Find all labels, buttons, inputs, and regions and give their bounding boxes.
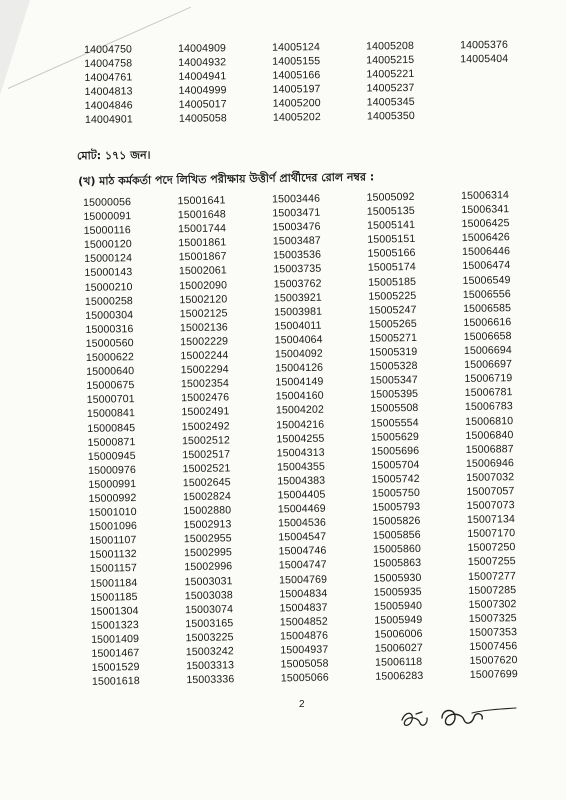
roll-number: 15002354 bbox=[180, 377, 230, 391]
roll-number: 15000210 bbox=[84, 280, 133, 294]
roll-number: 15003735 bbox=[273, 263, 322, 276]
roll-number: 15001648 bbox=[177, 208, 226, 222]
roll-number: 14005017 bbox=[178, 98, 227, 112]
roll-number: 15002125 bbox=[179, 307, 228, 320]
roll-number: 14005166 bbox=[272, 69, 321, 82]
roll-number: 15001867 bbox=[178, 250, 227, 264]
roll-number: 14005202 bbox=[272, 111, 321, 125]
roll-number: 15000120 bbox=[83, 238, 132, 252]
roll-number: 14005200 bbox=[272, 97, 321, 111]
roll-number: 14005208 bbox=[365, 39, 415, 53]
roll-number: 15002492 bbox=[181, 419, 230, 433]
roll-number: 15004469 bbox=[277, 502, 326, 516]
roll-number: 15001157 bbox=[89, 562, 138, 576]
roll-column-3 bbox=[272, 191, 376, 686]
roll-number: 15004383 bbox=[277, 474, 326, 488]
previous-roll-column-4 bbox=[366, 38, 461, 124]
roll-number: 15001323 bbox=[90, 618, 139, 632]
roll-number: 15004355 bbox=[276, 460, 326, 474]
roll-number: 15004852 bbox=[279, 615, 328, 629]
roll-number: 15007277 bbox=[467, 569, 517, 583]
roll-number: 15003536 bbox=[273, 249, 322, 262]
roll-number: 15003487 bbox=[272, 234, 321, 248]
roll-number: 15001409 bbox=[91, 632, 140, 646]
roll-number: 15006658 bbox=[463, 330, 512, 343]
roll-column-1 bbox=[83, 194, 187, 689]
roll-number: 15006946 bbox=[465, 456, 515, 470]
roll-number: 15004160 bbox=[275, 389, 324, 403]
roll-number: 15005174 bbox=[367, 261, 416, 275]
roll-number: 15000945 bbox=[87, 449, 136, 463]
roll-number: 15006027 bbox=[374, 641, 423, 655]
roll-number: 15005151 bbox=[367, 233, 416, 247]
roll-number: 15007032 bbox=[466, 471, 515, 484]
roll-number: 15005508 bbox=[370, 402, 419, 416]
roll-number: 15000992 bbox=[88, 492, 137, 505]
roll-number: 15006840 bbox=[465, 428, 514, 442]
roll-number: 15005826 bbox=[372, 515, 421, 528]
roll-number: 15005949 bbox=[374, 613, 423, 627]
roll-number: 14004758 bbox=[84, 57, 133, 71]
roll-number: 15004405 bbox=[277, 488, 326, 502]
roll-number: 15004255 bbox=[276, 432, 325, 446]
roll-number: 15000304 bbox=[85, 308, 134, 322]
roll-number: 15006426 bbox=[461, 231, 510, 245]
roll-number: 15005141 bbox=[366, 219, 416, 232]
roll-number: 15006474 bbox=[462, 259, 511, 273]
roll-number: 15003242 bbox=[185, 645, 234, 659]
roll-number: 15004202 bbox=[275, 404, 325, 417]
roll-number: 15005940 bbox=[373, 599, 423, 613]
roll-number: 15001641 bbox=[177, 194, 226, 208]
roll-number: 14004813 bbox=[84, 85, 133, 99]
roll-number: 15004769 bbox=[278, 573, 328, 587]
roll-number: 15002120 bbox=[179, 293, 228, 306]
roll-number: 14005155 bbox=[272, 55, 321, 68]
roll-number: 15001861 bbox=[178, 236, 227, 250]
roll-number: 15002294 bbox=[180, 363, 229, 377]
roll-number: 15006616 bbox=[463, 316, 512, 329]
roll-number: 15002136 bbox=[179, 321, 228, 335]
roll-number: 15002090 bbox=[179, 278, 228, 292]
roll-number: 15002512 bbox=[181, 433, 231, 447]
roll-number: 15002476 bbox=[181, 391, 230, 405]
roll-number: 15003471 bbox=[272, 206, 321, 220]
roll-number: 15007302 bbox=[468, 597, 517, 611]
roll-number: 15004126 bbox=[275, 361, 324, 375]
roll-number: 15005696 bbox=[371, 444, 420, 458]
roll-number: 15005225 bbox=[368, 289, 417, 303]
roll-number: 15003225 bbox=[185, 631, 234, 645]
roll-number: 15000701 bbox=[86, 393, 135, 407]
roll-number: 15006314 bbox=[460, 189, 510, 203]
roll-number: 15004834 bbox=[279, 587, 328, 601]
roll-number: 15000116 bbox=[83, 224, 131, 238]
roll-number: 15005554 bbox=[370, 416, 419, 430]
roll-number: 15005058 bbox=[280, 657, 329, 671]
roll-number: 15005856 bbox=[372, 529, 421, 542]
roll-number: 15004746 bbox=[278, 544, 327, 558]
roll-column-4 bbox=[366, 189, 470, 684]
roll-number: 15002995 bbox=[183, 546, 233, 560]
roll-number: 15004837 bbox=[279, 601, 328, 615]
roll-number: 14004999 bbox=[178, 84, 227, 98]
roll-number: 15004011 bbox=[274, 319, 322, 333]
roll-number: 15002824 bbox=[182, 490, 232, 504]
roll-number: 15000124 bbox=[84, 252, 133, 266]
roll-number: 15000056 bbox=[83, 196, 132, 209]
roll-number: 15001618 bbox=[91, 675, 140, 689]
roll-number: 15005247 bbox=[368, 303, 417, 317]
signature-mark bbox=[398, 700, 518, 734]
roll-number: 15001184 bbox=[89, 576, 138, 590]
roll-number: 15000871 bbox=[87, 435, 136, 449]
roll-number: 14004761 bbox=[84, 71, 133, 85]
previous-roll-list bbox=[84, 37, 555, 127]
roll-number: 15006341 bbox=[461, 203, 510, 217]
roll-number: 15005166 bbox=[367, 247, 416, 261]
roll-number: 15003446 bbox=[271, 192, 321, 206]
roll-number: 15000841 bbox=[86, 407, 136, 421]
roll-number: 15007134 bbox=[466, 513, 516, 527]
roll-number: 14004909 bbox=[178, 42, 227, 55]
roll-number: 15004064 bbox=[274, 333, 323, 347]
roll-number: 15006006 bbox=[374, 627, 423, 641]
roll-number: 15004937 bbox=[280, 643, 329, 657]
roll-number: 15006719 bbox=[464, 372, 513, 386]
roll-number: 15003165 bbox=[185, 617, 234, 631]
roll-number: 15005328 bbox=[369, 360, 418, 373]
roll-number: 15000258 bbox=[84, 294, 133, 308]
roll-number: 14004901 bbox=[84, 113, 133, 127]
roll-number: 15001185 bbox=[90, 590, 138, 604]
roll-number: 15001529 bbox=[91, 661, 140, 675]
roll-number: 15000675 bbox=[86, 379, 135, 393]
roll-number: 15004092 bbox=[274, 347, 323, 361]
roll-number: 15003762 bbox=[273, 277, 322, 291]
roll-number: 15003031 bbox=[184, 574, 233, 588]
roll-number: 15003336 bbox=[186, 673, 235, 687]
roll-number: 15007699 bbox=[469, 668, 518, 682]
roll-number: 14005404 bbox=[460, 52, 509, 66]
roll-number: 15004547 bbox=[278, 530, 327, 544]
roll-number: 15006781 bbox=[464, 386, 513, 400]
roll-number: 15003476 bbox=[272, 220, 321, 234]
previous-roll-column-3 bbox=[272, 40, 367, 126]
roll-number: 15007255 bbox=[467, 555, 516, 569]
roll-number: 15005930 bbox=[373, 571, 422, 585]
roll-number: 15007620 bbox=[469, 654, 518, 668]
roll-number: 15005935 bbox=[373, 585, 422, 599]
roll-number: 15001467 bbox=[91, 647, 140, 660]
total-count: মোট: ১৭১ জন। bbox=[76, 148, 151, 163]
roll-number: 15002061 bbox=[178, 264, 227, 278]
roll-number: 15005629 bbox=[370, 430, 420, 444]
roll-number: 14004941 bbox=[178, 70, 227, 84]
roll-number: 15007250 bbox=[467, 541, 516, 555]
roll-number: 15004536 bbox=[277, 516, 327, 530]
roll-number: 15004747 bbox=[278, 559, 327, 572]
roll-number: 15001304 bbox=[90, 604, 139, 618]
roll-number: 15005742 bbox=[371, 472, 420, 486]
roll-number: 15000091 bbox=[83, 210, 132, 224]
roll-number: 15005271 bbox=[369, 331, 418, 345]
roll-number: 15007170 bbox=[467, 527, 516, 541]
roll-number: 15006694 bbox=[463, 344, 512, 358]
roll-number: 15006425 bbox=[461, 217, 510, 231]
roll-number: 14005345 bbox=[366, 96, 415, 109]
roll-number: 15002244 bbox=[180, 349, 229, 363]
section-heading: (খ) মাঠ কর্মকর্তা পদে লিখিত পরীক্ষায় উত্তীর্ণ প্রার্থীদের রোল নম্বর : bbox=[78, 170, 375, 188]
roll-number: 15003921 bbox=[273, 291, 322, 305]
roll-number: 15002996 bbox=[184, 560, 233, 574]
roll-number: 15002491 bbox=[181, 405, 230, 419]
roll-number: 15000316 bbox=[85, 322, 134, 336]
previous-roll-column-5 bbox=[460, 37, 555, 123]
roll-number: 14005221 bbox=[366, 68, 415, 81]
roll-number: 15005066 bbox=[280, 671, 329, 685]
roll-number: 15001096 bbox=[88, 520, 138, 534]
roll-number: 15006283 bbox=[375, 670, 424, 683]
roll-number: 15005860 bbox=[372, 543, 422, 557]
page-number: 2 bbox=[299, 699, 305, 710]
roll-number: 15007057 bbox=[466, 485, 515, 498]
roll-number: 14005215 bbox=[366, 54, 415, 67]
roll-number: 14004846 bbox=[84, 99, 133, 113]
roll-number: 15005750 bbox=[371, 486, 421, 500]
roll-number: 15005395 bbox=[370, 388, 419, 402]
roll-number: 15004876 bbox=[279, 629, 329, 643]
roll-number: 14005376 bbox=[459, 38, 509, 52]
roll-column-2 bbox=[177, 193, 281, 688]
roll-number: 15002517 bbox=[182, 448, 231, 461]
roll-number: 15005704 bbox=[371, 458, 420, 472]
roll-number: 15000976 bbox=[87, 463, 137, 477]
roll-number: 15007353 bbox=[468, 626, 518, 639]
roll-number: 15006585 bbox=[463, 301, 512, 315]
roll-number: 15001010 bbox=[88, 506, 137, 520]
roll-number: 15006783 bbox=[464, 400, 513, 414]
roll-number: 15004216 bbox=[276, 418, 325, 431]
roll-number: 15003038 bbox=[184, 588, 233, 602]
roll-number: 15005347 bbox=[369, 374, 418, 387]
roll-number: 15003981 bbox=[274, 305, 323, 319]
roll-number: 14004932 bbox=[178, 56, 227, 69]
roll-number: 15004149 bbox=[275, 375, 324, 389]
roll-number: 15001744 bbox=[178, 222, 227, 236]
roll-number: 15006446 bbox=[461, 245, 511, 259]
roll-number: 15005185 bbox=[368, 275, 417, 289]
roll-number: 15007073 bbox=[466, 499, 515, 513]
roll-number: 15006887 bbox=[465, 442, 514, 456]
roll-number: 15002955 bbox=[183, 532, 232, 546]
roll-number: 15005265 bbox=[368, 317, 417, 331]
roll-column-5 bbox=[461, 187, 565, 682]
roll-number: 14005058 bbox=[178, 112, 227, 126]
roll-number: 15006556 bbox=[462, 287, 511, 301]
roll-number: 15005135 bbox=[366, 205, 415, 218]
roll-number: 15005319 bbox=[369, 345, 418, 359]
roll-number: 15004313 bbox=[276, 446, 325, 460]
roll-number: 15000991 bbox=[88, 477, 137, 491]
roll-number: 15000622 bbox=[85, 351, 135, 365]
roll-number: 15002645 bbox=[182, 476, 231, 490]
roll-number: 15005863 bbox=[373, 557, 422, 571]
roll-number: 15001132 bbox=[89, 548, 137, 562]
roll-number: 15007456 bbox=[469, 640, 518, 653]
roll-number: 15001107 bbox=[89, 534, 137, 548]
roll-number: 14004750 bbox=[84, 43, 133, 56]
roll-number: 15006810 bbox=[465, 414, 514, 428]
roll-number: 15003313 bbox=[186, 659, 235, 673]
roll-number: 15000143 bbox=[84, 266, 133, 280]
roll-number: 15002913 bbox=[183, 518, 232, 532]
roll-number: 15005092 bbox=[366, 190, 415, 204]
roll-number: 15003074 bbox=[184, 603, 234, 616]
roll-number: 14005124 bbox=[271, 41, 321, 54]
field-officer-roll-list bbox=[83, 187, 564, 689]
roll-number: 15006697 bbox=[464, 358, 513, 372]
roll-number: 15000640 bbox=[86, 365, 135, 379]
roll-number: 15006549 bbox=[462, 273, 511, 287]
previous-roll-column-2 bbox=[178, 41, 273, 127]
previous-roll-column-1 bbox=[84, 42, 179, 128]
roll-number: 15002229 bbox=[180, 335, 229, 349]
roll-number: 14005350 bbox=[366, 110, 415, 124]
roll-number: 15000845 bbox=[87, 421, 136, 435]
roll-number: 14005197 bbox=[272, 83, 321, 96]
roll-number: 15005793 bbox=[372, 500, 421, 514]
roll-number: 15007325 bbox=[468, 611, 517, 625]
roll-number: 15002880 bbox=[183, 504, 232, 518]
roll-number: 15002521 bbox=[182, 462, 231, 476]
roll-number: 15006118 bbox=[374, 655, 423, 669]
roll-number: 14005237 bbox=[366, 82, 415, 95]
roll-number: 15007285 bbox=[468, 583, 517, 597]
roll-number: 15000560 bbox=[85, 337, 134, 350]
